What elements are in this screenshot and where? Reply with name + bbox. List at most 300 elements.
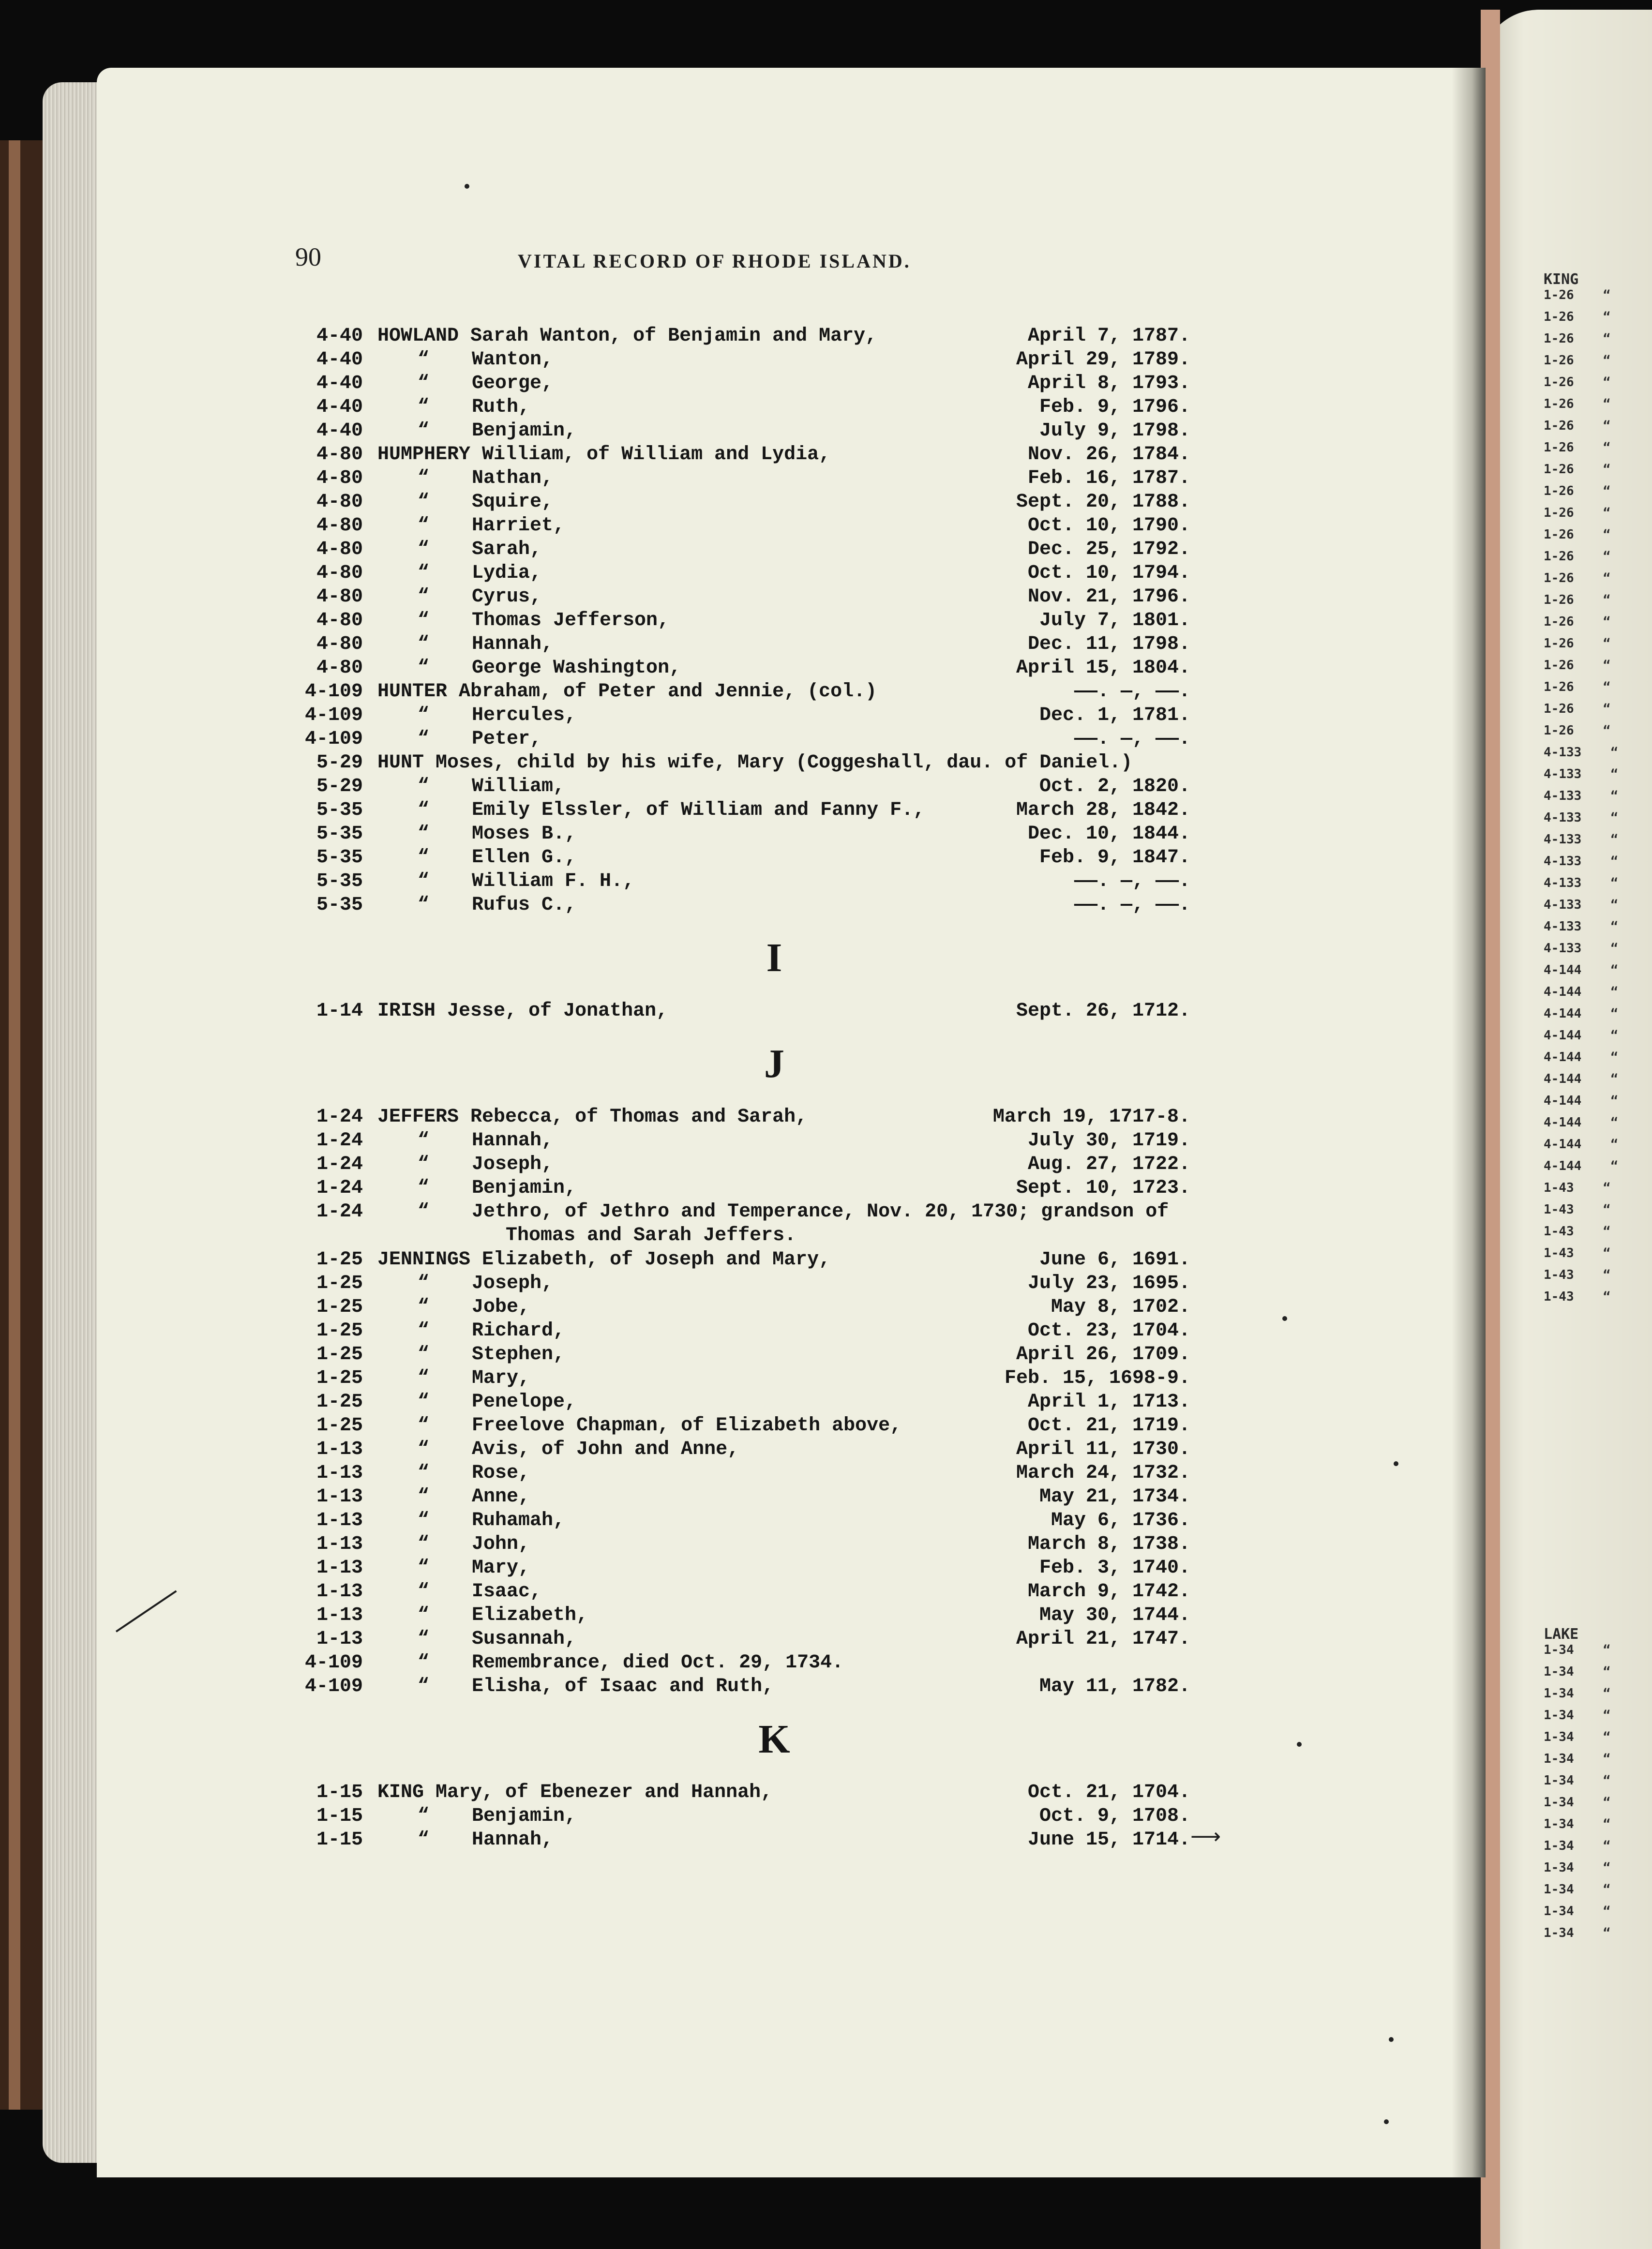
opposite-page-ditto: “ [1603, 419, 1611, 433]
record-reference: 1-25 [316, 1415, 363, 1437]
record-reference: 1-24 [316, 1177, 363, 1199]
record-reference: 4-80 [316, 467, 363, 489]
record-row [290, 656, 1190, 680]
given-name: Sarah Wanton, of Benjamin and Mary, [470, 325, 877, 347]
opposite-page-line [1544, 1289, 1618, 1311]
opposite-page-line [1544, 832, 1618, 854]
record-row [290, 1485, 1190, 1509]
record-row [290, 514, 1190, 538]
given-name: Benjamin, [472, 420, 577, 442]
record-row [290, 348, 1190, 372]
opposite-page-ditto: “ [1603, 1904, 1611, 1919]
record-row [290, 324, 1190, 348]
opposite-page-reference: 1-26 [1544, 288, 1574, 302]
opposite-page-reference: 1-34 [1544, 1860, 1574, 1875]
record-entry-text [377, 324, 877, 348]
record-date: April 7, 1787. [1027, 325, 1190, 347]
record-reference: 1-25 [316, 1391, 363, 1413]
record-reference: 4-80 [316, 515, 363, 537]
record-date: Feb. 9, 1847. [1039, 847, 1190, 869]
opposite-page-ditto: “ [1603, 1926, 1611, 1940]
opposite-page-reference: 1-34 [1544, 1773, 1574, 1788]
record-date: July 23, 1695. [1027, 1273, 1190, 1294]
record-date: April 1, 1713. [1027, 1391, 1190, 1413]
given-name: Benjamin, [472, 1805, 577, 1827]
record-date: May 21, 1734. [1039, 1486, 1190, 1508]
record-reference: 4-40 [316, 373, 363, 394]
opposite-page-column-a [1544, 271, 1618, 1311]
opposite-page-line [1544, 898, 1618, 919]
opposite-page-line [1544, 919, 1618, 941]
ditto-mark: “ [417, 1486, 429, 1508]
record-date: Aug. 27, 1722. [1027, 1154, 1190, 1175]
ditto-mark: “ [417, 586, 429, 608]
opposite-page-ditto: “ [1603, 506, 1611, 520]
record-row [290, 1248, 1190, 1272]
record-reference: 5-29 [316, 752, 363, 774]
record-row [290, 999, 1190, 1023]
opposite-page-ditto: “ [1610, 1115, 1618, 1130]
record-reference: 1-15 [316, 1782, 363, 1803]
opposite-page-ditto: “ [1603, 1773, 1611, 1788]
opposite-page-ditto: “ [1603, 288, 1611, 302]
opposite-page-line [1544, 615, 1618, 636]
opposite-page-reference: 4-133 [1544, 810, 1582, 825]
given-name: William F. H., [472, 870, 635, 892]
given-name: Rufus C., [472, 894, 577, 916]
opposite-page-line [1544, 1268, 1618, 1289]
opposite-page-reference: 4-144 [1544, 1050, 1582, 1065]
record-date: Dec. 10, 1844. [1027, 823, 1190, 845]
vital-record-entries [290, 324, 1190, 1852]
opposite-page-ditto: “ [1603, 331, 1611, 346]
opposite-page-ditto: “ [1603, 1181, 1611, 1195]
record-entry-text [377, 680, 877, 704]
opposite-page-reference: 4-144 [1544, 1072, 1582, 1086]
opposite-page-line [1544, 1181, 1618, 1202]
ditto-mark: “ [417, 1296, 429, 1318]
record-row [290, 1604, 1190, 1627]
opposite-page-line [1544, 876, 1618, 898]
opposite-page-reference: 1-34 [1544, 1926, 1574, 1940]
opposite-page-reference: 1-26 [1544, 527, 1574, 542]
record-date: March 9, 1742. [1027, 1581, 1190, 1603]
opposite-page-reference: 4-144 [1544, 985, 1582, 999]
opposite-page-ditto: “ [1603, 723, 1611, 738]
record-row [290, 1627, 1190, 1651]
section-letter: J [764, 1041, 784, 1086]
record-reference: 1-15 [316, 1805, 363, 1827]
opposite-page-reference: 1-26 [1544, 397, 1574, 411]
opposite-page-reference: 4-133 [1544, 745, 1582, 760]
opposite-page-reference: 4-133 [1544, 854, 1582, 869]
opposite-page-ditto: “ [1603, 615, 1611, 629]
given-name: Jethro, of Jethro and Temperance, Nov. 20, 1730; grandson of [472, 1201, 1169, 1223]
record-reference: 4-109 [304, 1652, 363, 1674]
record-entry-text [377, 443, 830, 466]
opposite-page-line [1544, 1752, 1610, 1773]
record-entry-text [377, 1781, 772, 1804]
opposite-page-ditto: “ [1610, 1028, 1618, 1043]
given-name: Nathan, [472, 467, 554, 489]
opposite-page-ditto: “ [1610, 876, 1618, 890]
record-entry-text [377, 999, 668, 1023]
given-name: Lydia, [472, 562, 542, 584]
opposite-page-line [1544, 1686, 1610, 1708]
opposite-page-ditto: “ [1603, 1730, 1611, 1744]
opposite-page-reference: 4-144 [1544, 1006, 1582, 1021]
opposite-page-line [1544, 1643, 1610, 1664]
given-name: Isaac, [472, 1581, 542, 1603]
record-row [290, 775, 1190, 798]
opposite-page-reference: 1-26 [1544, 375, 1574, 390]
surname: HUNTER [377, 681, 448, 703]
opposite-page-ditto: “ [1603, 397, 1611, 411]
ditto-mark: “ [417, 705, 429, 726]
opposite-page-ditto: “ [1603, 702, 1611, 716]
opposite-page-reference: 4-133 [1544, 832, 1582, 847]
record-row [290, 1295, 1190, 1319]
running-head: VITAL RECORD OF RHODE ISLAND. [518, 250, 911, 272]
record-date: Dec. 25, 1792. [1027, 539, 1190, 560]
record-row [290, 538, 1190, 561]
record-row [290, 1153, 1190, 1176]
opposite-page-reference: 1-26 [1544, 353, 1574, 368]
record-row [290, 561, 1190, 585]
record-date: July 9, 1798. [1039, 420, 1190, 442]
record-reference: 5-35 [316, 799, 363, 821]
record-date: Oct. 21, 1719. [1027, 1415, 1190, 1437]
opposite-page-line [1544, 375, 1618, 397]
record-row [290, 1804, 1190, 1828]
opposite-page-reference: 1-26 [1544, 571, 1574, 585]
given-name: Mary, [472, 1557, 530, 1579]
ditto-mark: “ [417, 728, 429, 750]
page-gutter [1452, 68, 1486, 2177]
ditto-mark: “ [417, 1462, 429, 1484]
opposite-page-line [1544, 1028, 1618, 1050]
record-reference: 4-80 [316, 539, 363, 560]
opposite-page-line [1544, 658, 1618, 680]
given-name: Squire, [472, 491, 554, 513]
ditto-mark: “ [417, 420, 429, 442]
record-row [290, 1438, 1190, 1461]
record-date: Nov. 26, 1784. [1027, 444, 1190, 465]
opposite-page-ditto: “ [1610, 1159, 1618, 1173]
record-row [290, 727, 1190, 751]
ditto-mark: “ [417, 1177, 429, 1199]
opposite-page-line [1544, 1730, 1610, 1752]
record-entry-text [377, 1105, 807, 1129]
given-name: Ruth, [472, 396, 530, 418]
given-name: Penelope, [472, 1391, 577, 1413]
ditto-mark: “ [417, 870, 429, 892]
opposite-page-line [1544, 1817, 1610, 1839]
opposite-page-line [1544, 636, 1618, 658]
record-date: ——. —, ——. [1074, 894, 1190, 916]
record-reference: 1-24 [316, 1154, 363, 1175]
opposite-page-reference: 1-26 [1544, 680, 1574, 694]
opposite-page-reference: 1-34 [1544, 1817, 1574, 1831]
record-row [290, 1272, 1190, 1295]
record-row [290, 443, 1190, 466]
opposite-page-line [1544, 1860, 1610, 1882]
opposite-page-reference: 1-26 [1544, 310, 1574, 324]
record-reference: 1-24 [316, 1201, 363, 1223]
opposite-page-ditto: “ [1603, 1752, 1611, 1766]
record-date: Dec. 1, 1781. [1039, 705, 1190, 726]
surname: HUNT [377, 752, 424, 774]
ditto-mark: “ [417, 1201, 429, 1223]
ditto-mark: “ [417, 1320, 429, 1342]
given-name: Stephen, [472, 1344, 565, 1365]
record-reference: 5-35 [316, 847, 363, 869]
record-row [290, 870, 1190, 893]
opposite-page-ditto: “ [1610, 941, 1618, 956]
opposite-page-reference: 4-133 [1544, 789, 1582, 803]
opposite-page-reference: 4-133 [1544, 767, 1582, 781]
opposite-page-ditto: “ [1603, 549, 1611, 564]
record-row [290, 585, 1190, 609]
opposite-page-ditto: “ [1603, 1882, 1611, 1897]
opposite-page-reference: 1-34 [1544, 1904, 1574, 1919]
record-row [290, 798, 1190, 822]
opposite-page-ditto: “ [1603, 1860, 1611, 1875]
opposite-page-ditto: “ [1603, 310, 1611, 324]
opposite-page-line [1544, 571, 1618, 593]
opposite-page-reference: 1-26 [1544, 593, 1574, 607]
opposite-page-reference: 4-144 [1544, 1137, 1582, 1152]
record-date: ——. —, ——. [1074, 870, 1190, 892]
record-row [290, 751, 1190, 775]
record-entry-text [377, 751, 1132, 775]
ditto-mark: “ [417, 610, 429, 631]
record-row [290, 1224, 1190, 1248]
record-date: Feb. 9, 1796. [1039, 396, 1190, 418]
given-name: Anne, [472, 1486, 530, 1508]
ditto-mark: “ [417, 657, 429, 679]
stray-mark [465, 184, 469, 189]
record-row [290, 466, 1190, 490]
ditto-mark: “ [417, 1130, 429, 1152]
record-reference: 4-80 [316, 586, 363, 608]
pencil-arrow-mark: ⟶ [1190, 1824, 1221, 1849]
ditto-mark: “ [417, 776, 429, 797]
record-date: July 30, 1719. [1027, 1130, 1190, 1152]
given-name: Mary, of Ebenezer and Hannah, [436, 1782, 773, 1803]
record-reference: 1-14 [316, 1000, 363, 1022]
ditto-mark: “ [417, 799, 429, 821]
given-name: Avis, of John and Anne, [472, 1439, 739, 1460]
given-name: William, [472, 776, 565, 797]
surname: IRISH [377, 1000, 436, 1022]
record-row [290, 1414, 1190, 1438]
opposite-page-reference: 1-43 [1544, 1181, 1574, 1195]
record-reference: 4-80 [316, 444, 363, 465]
record-reference: 1-13 [316, 1581, 363, 1603]
opposite-page-ditto: “ [1603, 1246, 1611, 1260]
record-row [290, 1461, 1190, 1485]
given-name: Elizabeth, [472, 1604, 588, 1626]
record-reference: 4-109 [304, 681, 363, 703]
opposite-page-reference: 1-43 [1544, 1268, 1574, 1282]
opposite-page-ditto: “ [1603, 1224, 1611, 1239]
given-name: Emily Elssler, of William and Fanny F., [472, 799, 925, 821]
record-reference: 1-13 [316, 1557, 363, 1579]
opposite-page-line [1544, 310, 1618, 331]
ditto-mark: “ [417, 1273, 429, 1294]
opposite-page-line [1544, 353, 1618, 375]
record-date: May 8, 1702. [1051, 1296, 1190, 1318]
given-name: Joseph, [472, 1273, 554, 1294]
opposite-page-line [1544, 723, 1618, 745]
opposite-page-line [1544, 963, 1618, 985]
stray-mark [1389, 2037, 1394, 2042]
record-reference: 4-40 [316, 420, 363, 442]
opposite-page-line [1544, 767, 1618, 789]
opposite-page-ditto: “ [1603, 527, 1611, 542]
given-name: George Washington, [472, 657, 681, 679]
opposite-page-reference: 1-43 [1544, 1202, 1574, 1217]
opposite-page-line [1544, 1115, 1618, 1137]
given-name: Jesse, of Jonathan, [447, 1000, 668, 1022]
opposite-page-line [1544, 288, 1618, 310]
opposite-page-reference: 1-26 [1544, 419, 1574, 433]
record-reference: 4-40 [316, 396, 363, 418]
given-name: Freelove Chapman, of Elizabeth above, [472, 1415, 902, 1437]
record-row [290, 1176, 1190, 1200]
opposite-page-line [1544, 789, 1618, 810]
record-reference: 1-13 [316, 1486, 363, 1508]
opposite-page-line [1544, 854, 1618, 876]
opposite-page-reference: 1-43 [1544, 1246, 1574, 1260]
ditto-mark: “ [417, 1581, 429, 1603]
record-reference: 1-25 [316, 1320, 363, 1342]
given-name: Peter, [472, 728, 542, 750]
record-row [290, 704, 1190, 727]
opposite-page-line [1544, 745, 1618, 767]
record-row [290, 680, 1190, 704]
record-reference: 4-80 [316, 491, 363, 513]
opposite-page-line [1544, 985, 1618, 1006]
record-date: Feb. 3, 1740. [1039, 1557, 1190, 1579]
record-row [290, 893, 1190, 917]
section-letter: I [766, 935, 782, 980]
opposite-page-reference: 1-34 [1544, 1795, 1574, 1810]
given-name: Harriet, [472, 515, 565, 537]
record-reference: 1-13 [316, 1628, 363, 1650]
record-row [290, 1580, 1190, 1604]
record-date: May 6, 1736. [1051, 1510, 1190, 1531]
opposite-page-reference: 4-144 [1544, 1094, 1582, 1108]
stray-mark [1282, 1316, 1287, 1321]
surname: HUMPHERY [377, 444, 471, 465]
ditto-mark: “ [417, 1344, 429, 1365]
opposite-page-line [1544, 1904, 1610, 1926]
ditto-mark: “ [417, 491, 429, 513]
opposite-page-ditto: “ [1603, 1289, 1611, 1304]
ditto-mark: “ [417, 349, 429, 371]
record-reference: 5-29 [316, 776, 363, 797]
given-name: Sarah, [472, 539, 542, 560]
opposite-page-line [1544, 1926, 1610, 1948]
ditto-mark: “ [417, 467, 429, 489]
opposite-page-reference: 1-26 [1544, 702, 1574, 716]
opposite-page-ditto: “ [1603, 440, 1611, 455]
opposite-page-line [1544, 1708, 1610, 1730]
given-name: John, [472, 1533, 530, 1555]
record-row [290, 372, 1190, 395]
record-reference: 4-40 [316, 349, 363, 371]
record-row [290, 632, 1190, 656]
ditto-mark: “ [417, 539, 429, 560]
ditto-mark: “ [417, 1391, 429, 1413]
given-name: Benjamin, [472, 1177, 577, 1199]
record-date: Oct. 21, 1704. [1027, 1782, 1190, 1803]
record-reference: 4-40 [316, 325, 363, 347]
opposite-page-line [1544, 702, 1618, 723]
record-date: ——. —, ——. [1074, 681, 1190, 703]
record-row [290, 1781, 1190, 1804]
record-reference: 1-25 [316, 1273, 363, 1294]
given-name: Hannah, [472, 1829, 554, 1851]
opposite-page-heading: KING [1544, 271, 1579, 288]
opposite-page-reference: 4-144 [1544, 963, 1582, 977]
record-date: April 15, 1804. [1016, 657, 1190, 679]
opposite-page-ditto: “ [1610, 1072, 1618, 1086]
record-row [290, 1675, 1190, 1698]
record-reference: 1-13 [316, 1439, 363, 1460]
record-reference: 4-109 [304, 1676, 363, 1697]
record-date: May 11, 1782. [1039, 1676, 1190, 1697]
opposite-page-line [1544, 1159, 1618, 1181]
opposite-page-reference: 4-144 [1544, 1028, 1582, 1043]
given-name: Ruhamah, [472, 1510, 565, 1531]
opposite-page-reference: 1-26 [1544, 506, 1574, 520]
record-date: June 15, 1714. [1027, 1829, 1190, 1851]
opposite-page-ditto: “ [1603, 1686, 1611, 1701]
opposite-page-line [1544, 1050, 1618, 1072]
opposite-page-line [1544, 1882, 1610, 1904]
opposite-page-line [1544, 462, 1618, 484]
opposite-page-reference: 1-43 [1544, 1224, 1574, 1239]
opposite-page-line [1544, 1006, 1618, 1028]
opposite-page-line [1544, 1795, 1610, 1817]
record-reference: 1-25 [316, 1367, 363, 1389]
opposite-page-line [1544, 941, 1618, 963]
opposite-page-reference: 1-26 [1544, 723, 1574, 738]
record-reference: 1-25 [316, 1344, 363, 1365]
opposite-page-line [1544, 1773, 1610, 1795]
given-name: Moses, child by his wife, Mary (Coggeshall, dau. of Daniel.) [436, 752, 1133, 774]
given-name: Susannah, [472, 1628, 577, 1650]
record-row [290, 1532, 1190, 1556]
given-name: Mary, [472, 1367, 530, 1389]
opposite-page-line [1544, 419, 1618, 440]
given-name: Elisha, of Isaac and Ruth, [472, 1676, 774, 1697]
given-name: George, [472, 373, 554, 394]
opposite-page-ditto: “ [1603, 1795, 1611, 1810]
opposite-page-line [1544, 680, 1618, 702]
record-reference: 5-35 [316, 870, 363, 892]
opposite-page-line [1544, 527, 1618, 549]
record-row [290, 1105, 1190, 1129]
opposite-page-ditto: “ [1603, 1202, 1611, 1217]
surname: HOWLAND [377, 325, 459, 347]
record-date: April 21, 1747. [1016, 1628, 1190, 1650]
opposite-page-reference: 1-26 [1544, 615, 1574, 629]
ditto-mark: “ [417, 373, 429, 394]
